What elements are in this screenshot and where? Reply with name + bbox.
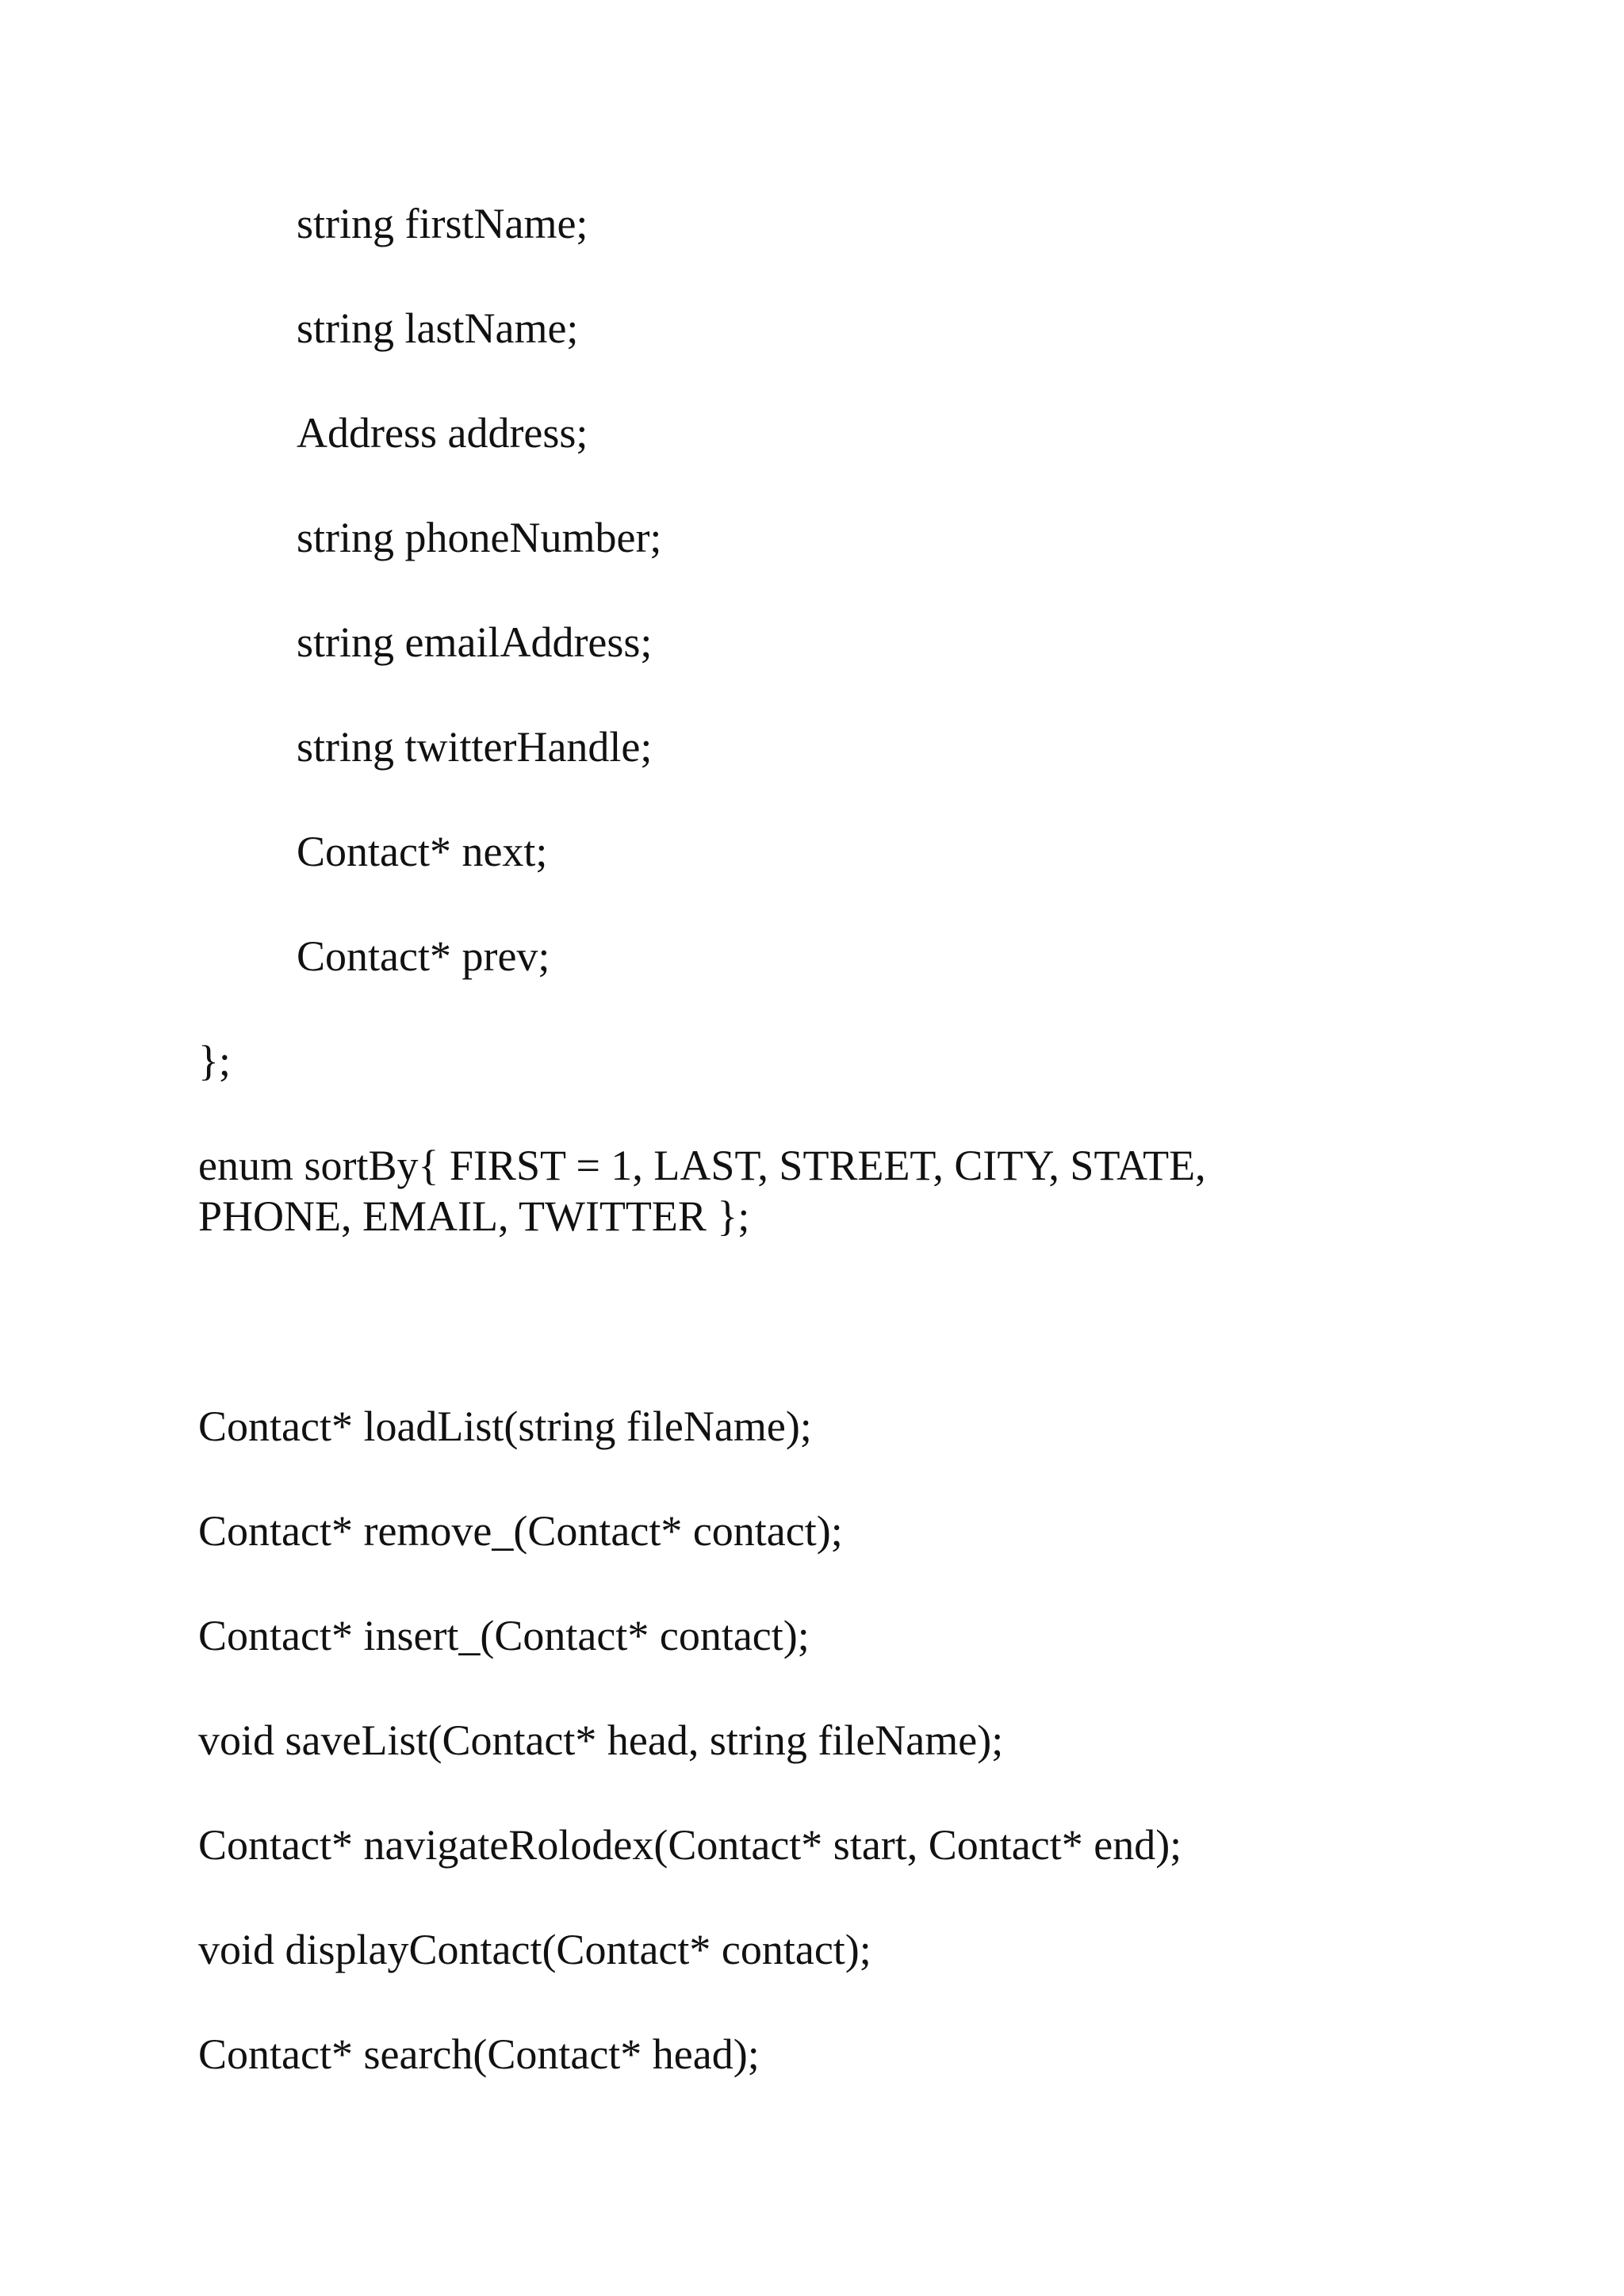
struct-close: };	[198, 1037, 231, 1085]
struct-member-twitter-handle: string twitterHandle;	[297, 723, 653, 771]
struct-member-email-address: string emailAddress;	[297, 618, 653, 666]
prototype-remove: Contact* remove_(Contact* contact);	[198, 1507, 843, 1555]
struct-member-next: Contact* next;	[297, 828, 548, 875]
enum-sortby-line-2: PHONE, EMAIL, TWITTER };	[198, 1192, 750, 1240]
enum-sortby-line-1: enum sortBy{ FIRST = 1, LAST, STREET, CITY, STATE,	[198, 1142, 1206, 1189]
struct-member-phone-number: string phoneNumber;	[297, 514, 662, 561]
prototype-load-list: Contact* loadList(string fileName);	[198, 1402, 812, 1450]
prototype-search: Contact* search(Contact* head);	[198, 2030, 760, 2078]
prototype-navigate-rolodex: Contact* navigateRolodex(Contact* start, Contact* end);	[198, 1821, 1182, 1869]
prototype-display-contact: void displayContact(Contact* contact);	[198, 1926, 871, 1973]
struct-member-first-name: string firstName;	[297, 200, 588, 247]
struct-member-last-name: string lastName;	[297, 304, 579, 352]
struct-member-address: Address address;	[297, 409, 588, 457]
struct-member-prev: Contact* prev;	[297, 932, 550, 980]
prototype-insert: Contact* insert_(Contact* contact);	[198, 1612, 810, 1659]
prototype-save-list: void saveList(Contact* head, string fileName);	[198, 1716, 1004, 1764]
